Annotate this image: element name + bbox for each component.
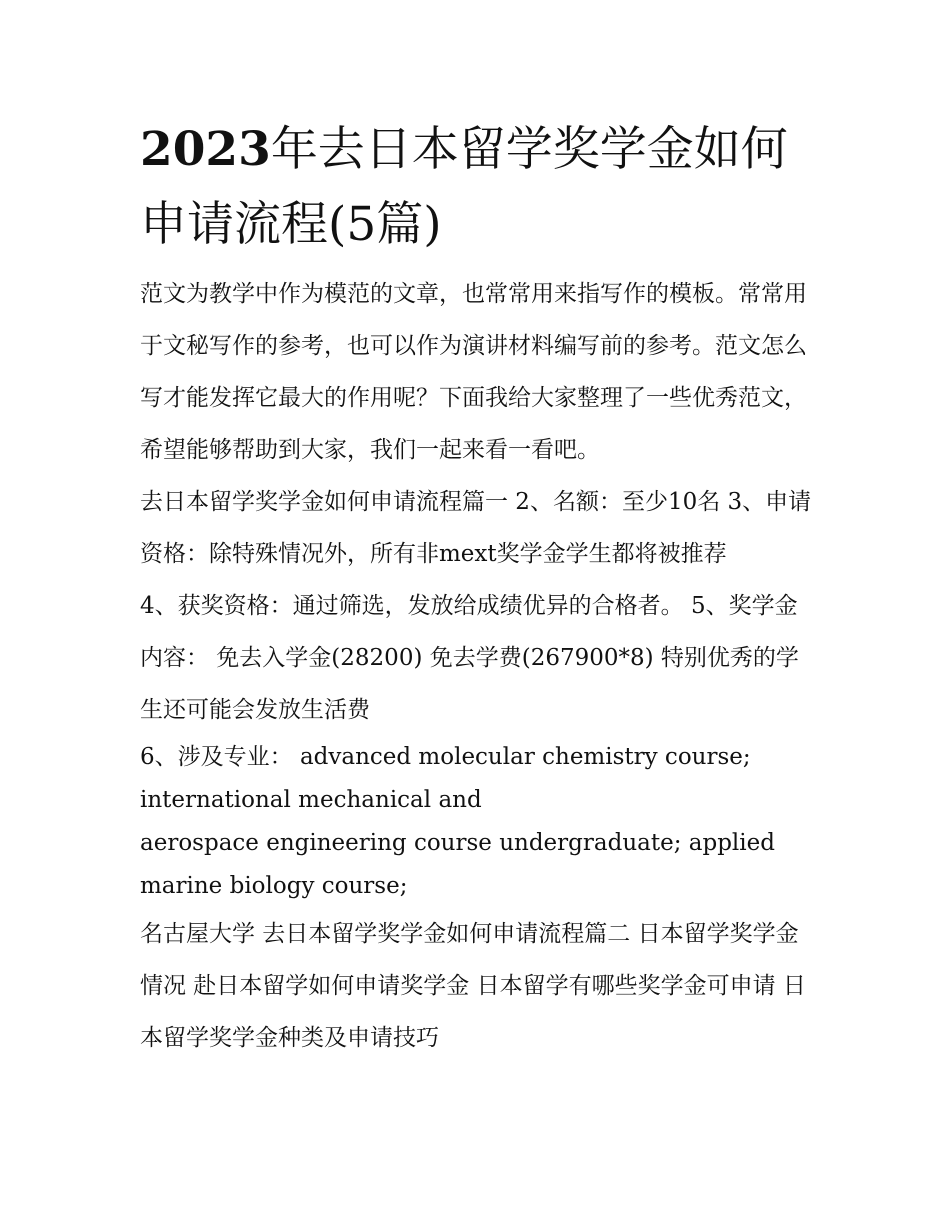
section-two-paragraph: 名古屋大学 去日本留学奖学金如何申请流程篇二 日本留学奖学金情况 赴日本留学如何申请奖学金 日本留学有哪些奖学金可申请 日本留学奖学金种类及申请技巧 <box>140 921 806 1051</box>
majors-line-2: international mechanical and <box>140 787 482 813</box>
majors-line-1: 6、涉及专业： advanced molecular chemistry course; <box>140 744 751 770</box>
document-title <box>140 112 820 262</box>
award-eligibility-paragraph: 4、获奖资格：通过筛选，发放给成绩优异的合格者。 5、奖学金内容： 免去入学金(28200) 免去学费(267900*8) 特别优秀的学生还可能会发放生活费 <box>140 593 799 723</box>
title-year: 2023 <box>140 122 271 177</box>
intro-paragraph: 范文为教学中作为模范的文章，也常常用来指写作的模板。常常用于文秘写作的参考，也可以作为演讲材料编写前的参考。范文怎么写才能发挥它最大的作用呢？下面我给大家整理了一些优秀范文，希望能够帮助到大家，我们一起来看一看吧。 <box>140 281 807 463</box>
majors-line-3: aerospace engineering course undergraduate; applied marine biology course; <box>140 830 775 899</box>
section-one-paragraph: 去日本留学奖学金如何申请流程篇一 2、名额：至少10名 3、申请资格：除特殊情况外，所有非mext奖学金学生都将被推荐 <box>140 489 812 567</box>
document-page <box>140 112 820 1064</box>
title-text: 年去日本留学奖学金如何申请流程(5篇) <box>140 122 788 252</box>
